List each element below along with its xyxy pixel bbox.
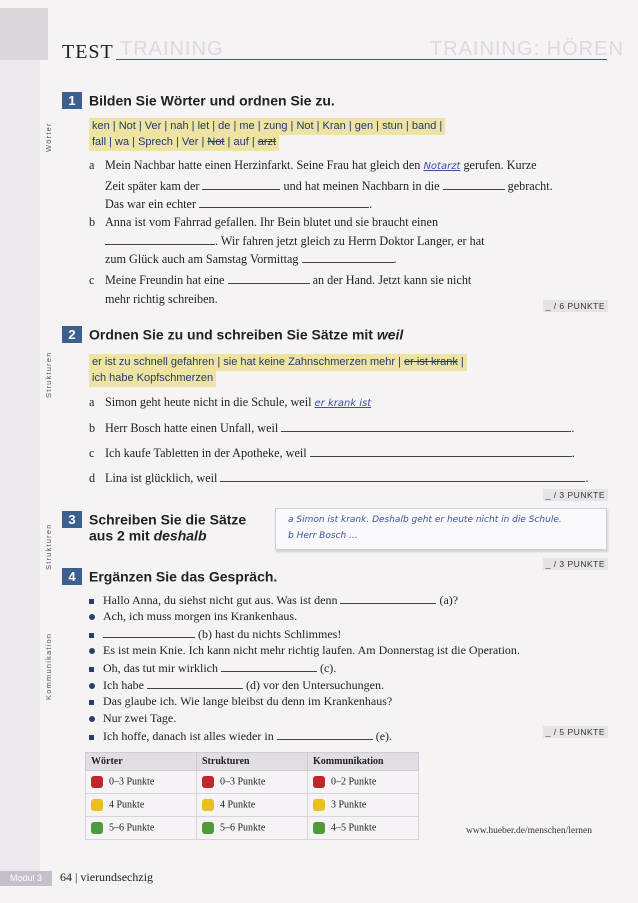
bleed-through-right: TRAINING: HÖREN [430, 38, 624, 60]
item-text: Zeit später kam der [105, 178, 203, 193]
score-cell [197, 771, 308, 794]
column-header-woerter: Wörter [86, 753, 197, 771]
phrase-used: er ist krank [404, 356, 458, 368]
item-text: Simon geht heute nicht in die Schule, weil [105, 395, 315, 409]
task2-item-a [89, 393, 609, 414]
item-text: Das war ein echter [105, 197, 200, 211]
handwritten-answer: er krank ist [314, 398, 372, 409]
syllables-part: fall | wa | Sprech | Ver | [92, 136, 208, 148]
syllable-used-arzt: arzt [257, 136, 277, 148]
task4-heading: Ergänzen Sie das Gespräch. [89, 568, 278, 585]
table-row [86, 817, 419, 840]
dialog-line-i [89, 727, 392, 745]
score-text: 4 Punkte [109, 799, 145, 811]
score-text: 0–2 Punkte [331, 776, 377, 788]
yellow-level-icon [313, 799, 325, 811]
example-line-b: b Herr Bosch ... [288, 531, 358, 541]
red-level-icon [91, 776, 103, 788]
item-text: gerufen. Kurze [460, 158, 537, 172]
item-label: d [89, 471, 96, 485]
item-text: Mein Nachbar hatte einen Herzinfarkt. Seine Frau hat gleich den [105, 158, 424, 172]
syllable-box-line1: ken | Not | Ver | nah | let | de | me | zung | Not | Kran | gen | stun | band | [89, 118, 445, 135]
bleed-through-left: TRAINING [120, 38, 224, 60]
dialog-text: Ich habe [103, 678, 147, 692]
item-label: c [89, 273, 95, 287]
answer-blank[interactable] [443, 177, 505, 190]
task1-item-a: a Mein Nachbar hatte einen Herzinfarkt. Seine Frau hat gleich den Notarzt gerufen. Kurze Zeit später kam der und hat meinen Nachbarn in die gebracht. Das war ein echter . [89, 158, 553, 211]
heading-keyword: deshalb [153, 527, 207, 544]
yellow-level-icon [202, 799, 214, 811]
item-text: Lina ist glücklich, weil [105, 471, 221, 485]
website-link[interactable]: www.hueber.de/menschen/lernen [466, 826, 593, 836]
dialog-text: (d) vor den Untersuchungen. [242, 678, 384, 692]
dialog-text: Oh, das tut mir wirklich [103, 661, 221, 675]
task3-heading-line1: Schreiben Sie die Sätze [89, 511, 247, 528]
item-label: b [89, 215, 96, 229]
corner-tab [0, 8, 48, 60]
red-level-icon [202, 776, 214, 788]
task1-header [62, 91, 335, 109]
dialog-line-f [89, 676, 384, 694]
answer-blank[interactable] [221, 659, 317, 672]
item-text: Meine Freundin hat eine [105, 273, 228, 287]
item-text: zum Glück auch am Samstag Vormittag [105, 252, 302, 266]
dialog-text: Ich hoffe, danach ist alles wieder in [103, 729, 277, 743]
answer-blank[interactable] [228, 271, 310, 284]
dialog-line-c [89, 625, 341, 643]
score-cell [308, 794, 419, 817]
item-label: b [89, 421, 96, 435]
column-header-strukturen: Strukturen [197, 753, 308, 771]
task2-item-b: b Herr Bosch hatte einen Unfall, weil . [89, 419, 609, 438]
task4-header [62, 567, 277, 585]
task4-number: 4 [62, 568, 82, 585]
side-label-strukturen: Strukturen [44, 351, 53, 398]
dialog-line-e [89, 659, 336, 677]
heading-text: aus 2 mit [89, 527, 154, 544]
dialog-text: (a)? [436, 593, 459, 607]
side-label-strukturen-2: Strukturen [44, 523, 53, 570]
score-text: 0–3 Punkte [109, 776, 155, 788]
example-line-a: a Simon ist krank. Deshalb geht er heute nicht in die Schule. [288, 515, 562, 525]
task2-points: _ / 3 PUNKTE [543, 489, 608, 501]
answer-blank[interactable] [202, 177, 280, 190]
score-text: 5–6 Punkte [220, 822, 266, 834]
phrase-text: er ist zu schnell gefahren | sie hat keine Zahnschmerzen mehr | [92, 356, 405, 368]
task4-points: _ / 5 PUNKTE [543, 726, 608, 738]
dialog-line-g [89, 693, 392, 710]
item-text: gebracht. [504, 178, 553, 193]
self-assessment-table [85, 752, 419, 840]
green-level-icon [91, 822, 103, 834]
speaker-a-marker [89, 735, 94, 740]
item-text: Herr Bosch hatte einen Unfall, weil [105, 421, 282, 435]
answer-blank[interactable] [105, 232, 215, 245]
answer-blank[interactable] [147, 676, 243, 689]
page-footer [0, 870, 638, 890]
score-text: 5–6 Punkte [109, 822, 155, 834]
dialog-text: Das glaube ich. Wie lange bleibst du denn im Krankenhaus? [103, 694, 393, 708]
dialog-text: Hallo Anna, du siehst nicht gut aus. Was ist denn [103, 593, 341, 607]
task2-header [62, 325, 403, 343]
speaker-a-marker [89, 633, 94, 638]
answer-blank[interactable] [310, 444, 572, 457]
item-label: a [89, 395, 95, 409]
item-text: Anna ist vom Fahrrad gefallen. Ihr Bein blutet und sie braucht einen [105, 215, 439, 229]
dialog-line-b [89, 608, 297, 625]
score-cell [197, 817, 308, 840]
heading-keyword: weil [376, 326, 404, 343]
heading-text: Ordnen Sie zu und schreiben Sie Sätze mit [89, 326, 377, 343]
answer-blank[interactable] [220, 469, 585, 482]
green-level-icon [202, 822, 214, 834]
page-number: 64 | vierundsechzig [60, 870, 154, 884]
side-label-kommunikation: Kommunikation [44, 632, 53, 700]
dialog-line-d [89, 642, 520, 659]
task3-heading-line2 [89, 526, 207, 544]
phrase-box-line2: ich habe Kopfschmerzen [89, 370, 216, 387]
test-header [62, 43, 607, 65]
speaker-b-marker [89, 716, 95, 722]
score-cell [86, 817, 197, 840]
item-label: a [89, 158, 95, 172]
score-cell [86, 771, 197, 794]
column-header-kommunikation: Kommunikation [308, 753, 419, 771]
phrase-box-line1 [89, 354, 467, 371]
answer-blank[interactable] [199, 195, 369, 208]
green-level-icon [313, 822, 325, 834]
table-header-row [86, 753, 419, 771]
item-label: c [89, 446, 95, 460]
task1-heading: Bilden Sie Wörter und ordnen Sie zu. [89, 92, 335, 109]
item-text: an der Hand. Jetzt kann sie nicht [309, 273, 472, 287]
item-text: . Wir fahren jetzt gleich zu Herrn Doktor Langer, er hat [215, 233, 485, 248]
answer-blank[interactable] [340, 591, 436, 604]
speaker-a-marker [89, 700, 94, 705]
speaker-a-marker [89, 667, 94, 672]
dialog-text: Nur zwei Tage. [103, 711, 177, 725]
side-label-woerter: Wörter [44, 122, 53, 152]
handwritten-answer: Notarzt [423, 161, 461, 172]
dialog-line-a [89, 591, 458, 609]
task1-points: _ / 6 PUNKTE [543, 300, 608, 312]
score-cell [308, 817, 419, 840]
speaker-b-marker [89, 614, 95, 620]
syllable-box-line2 [89, 134, 279, 151]
table-row [86, 794, 419, 817]
module-badge: Modul 3 [0, 871, 52, 886]
task2-item-c: c Ich kaufe Tabletten in der Apotheke, weil . [89, 444, 609, 463]
task3-points: _ / 3 PUNKTE [543, 558, 608, 570]
dialog-text: (b) hast du nichts Schlimmes! [195, 627, 342, 641]
item-text: mehr richtig schreiben. [105, 291, 218, 306]
score-cell [197, 794, 308, 817]
task2-heading [89, 326, 403, 342]
left-margin [0, 60, 40, 880]
score-text: 0–3 Punkte [220, 776, 266, 788]
handwritten-example-card [275, 508, 607, 550]
answer-blank[interactable] [302, 250, 394, 263]
answer-blank[interactable] [277, 727, 373, 740]
task1-number: 1 [62, 92, 82, 109]
speaker-b-marker [89, 683, 95, 689]
score-text: 3 Punkte [331, 799, 367, 811]
speaker-a-marker [89, 599, 94, 604]
yellow-level-icon [91, 799, 103, 811]
dialog-text: Ach, ich muss morgen ins Krankenhaus. [103, 609, 298, 623]
table-row [86, 771, 419, 794]
syllable-used-not: Not [207, 136, 225, 148]
score-text: 4–5 Punkte [331, 822, 377, 834]
task1-item-b: b Anna ist vom Fahrrad gefallen. Ihr Bein blutet und sie braucht einen . Wir fahren jetzt gleich zu Herrn Doktor Langer, er hat zum Glück auch am Samstag Vormittag . [89, 215, 485, 266]
score-cell [308, 771, 419, 794]
answer-blank[interactable] [103, 625, 195, 638]
score-cell [86, 794, 197, 817]
dialog-line-h [89, 710, 176, 727]
item-text: und hat meinen Nachbarn in die [280, 178, 443, 193]
task3-number: 3 [62, 511, 82, 528]
speaker-b-marker [89, 648, 95, 654]
dialog-text: (e). [372, 729, 393, 743]
phrase-text: | [457, 356, 464, 368]
dialog-text: Es ist mein Knie. Ich kann nicht mehr richtig laufen. Am Donnerstag ist die Operation. [103, 643, 520, 657]
task1-item-c [89, 271, 609, 308]
task2-number: 2 [62, 326, 82, 343]
title-rule [116, 59, 607, 60]
page-title: TEST [62, 41, 114, 63]
syllables-part: | auf | [224, 136, 258, 148]
answer-blank[interactable] [281, 419, 571, 432]
dialog-text: (c). [316, 661, 337, 675]
red-level-icon [313, 776, 325, 788]
task2-item-d: d Lina ist glücklich, weil . [89, 469, 609, 488]
score-text: 4 Punkte [220, 799, 256, 811]
item-text: Ich kaufe Tabletten in der Apotheke, weil [105, 446, 310, 460]
